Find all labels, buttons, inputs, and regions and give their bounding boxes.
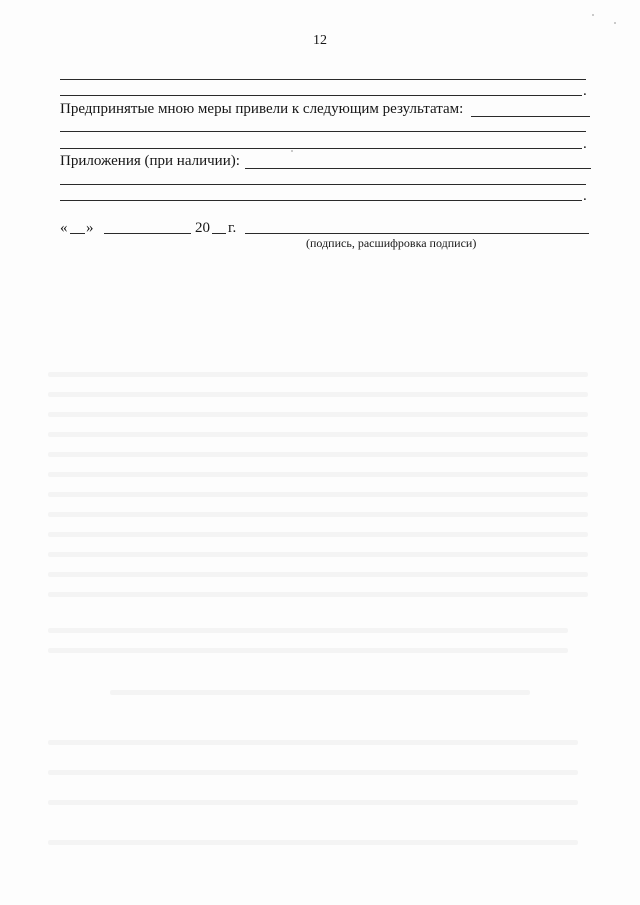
results-label: Предпринятые мною меры привели к следующим результатам:	[60, 101, 464, 117]
results-field-line[interactable]	[60, 148, 582, 149]
results-field-line[interactable]	[471, 116, 590, 117]
date-year-prefix: 20	[195, 220, 210, 236]
blank-line	[60, 95, 582, 96]
results-field-line[interactable]	[60, 131, 586, 132]
attachments-label: Приложения (при наличии):	[60, 153, 240, 169]
date-close-quote: »	[86, 220, 94, 236]
date-day-field[interactable]	[70, 233, 85, 234]
line-end-period: .	[583, 188, 587, 204]
attachments-field-line[interactable]	[60, 200, 582, 201]
line-end-period: .	[583, 136, 587, 152]
attachments-field-line[interactable]	[60, 184, 586, 185]
attachments-field-line[interactable]	[245, 168, 591, 169]
date-year-suffix: г.	[228, 220, 237, 236]
date-year-field[interactable]	[212, 233, 226, 234]
blank-line	[60, 79, 586, 80]
date-open-quote: «	[60, 220, 68, 236]
line-end-period: .	[583, 83, 587, 99]
signature-caption: (подпись, расшифровка подписи)	[306, 236, 477, 250]
page-number: 12	[313, 33, 327, 48]
date-month-field[interactable]	[104, 233, 191, 234]
signature-field-line[interactable]	[245, 233, 589, 234]
